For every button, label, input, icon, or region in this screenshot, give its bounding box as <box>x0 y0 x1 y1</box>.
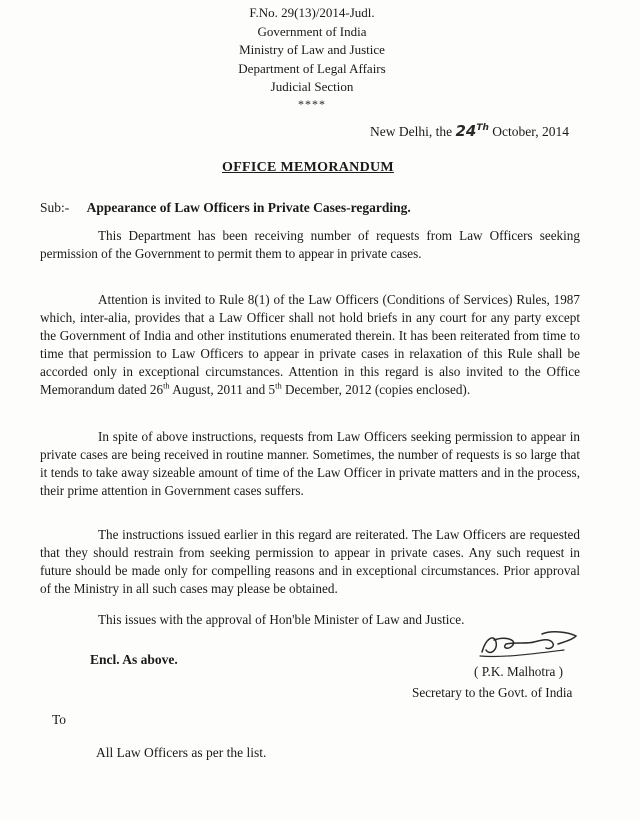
section-line: Judicial Section <box>270 79 354 94</box>
file-number: F.No. 29(13)/2014-Judl. <box>249 5 375 20</box>
subject-text: Appearance of Law Officers in Private Cases-regarding. <box>86 200 411 215</box>
recipient-line: All Law Officers as per the list. <box>96 745 267 760</box>
memo-title: OFFICE MEMORANDUM <box>222 160 394 175</box>
letterhead <box>222 4 402 111</box>
paragraph-1: This Department has been receiving number of requests from Law Officers seeking permission of the Government to permit them to appear in private cases. <box>40 228 580 261</box>
paragraph-4: The instructions issued earlier in this regard are reiterated. The Law Officers are requested that they should restrain from seeking permission to appear in private cases. Any such request in future should be made only for compelling reasons and in exceptional circumstances. Prior approval of the Ministry in all such cases may please be obtained. <box>40 527 580 596</box>
signatory-title: Secretary to the Govt. of India <box>412 685 573 700</box>
paragraph-2: Attention is invited to Rule 8(1) of the Law Officers (Conditions of Services) Rules, 1987 which, inter-alia, provides that a Law Officer shall not hold briefs in any court for any party except the Government of India and other institutions enumerated therein. It has been reiterated from time to time that permission to Law Officers to appear in private cases in relaxation of this Rule shall be accorded only in exceptional circumstances. Attention in this regard is also invited to the Office Memorandum dated 26th August, 2011 and 5th December, 2012 (copies enclosed). <box>40 292 580 397</box>
ministry-line: Ministry of Law and Justice <box>239 42 385 57</box>
handwritten-day: 24Th <box>455 122 489 140</box>
subject-line <box>40 200 411 216</box>
government-line: Government of India <box>257 23 367 39</box>
dateline-suffix: October, 2014 <box>492 124 569 139</box>
separator-stars: **** <box>298 96 326 111</box>
subject-label: Sub:- <box>40 200 70 215</box>
signatory-name: ( P.K. Malhotra ) <box>474 664 564 679</box>
handwritten-signature <box>472 620 592 670</box>
dateline <box>370 122 569 140</box>
paragraph-5: This issues with the approval of Hon'ble Minister of Law and Justice. <box>98 612 465 627</box>
department-line: Department of Legal Affairs <box>238 60 386 76</box>
to-label: To <box>52 712 67 727</box>
enclosure-note: Encl. As above. <box>90 652 178 667</box>
paragraph-3: In spite of above instructions, requests from Law Officers seeking permission to appear in private cases are being received in routine manner. Sometimes, the number of requests is so large that it tends to take away sizeable amount of time of the Law Officer in private matters and in the process, their prime attention in Government cases suffers. <box>40 429 580 498</box>
dateline-prefix: New Delhi, the <box>370 124 453 139</box>
